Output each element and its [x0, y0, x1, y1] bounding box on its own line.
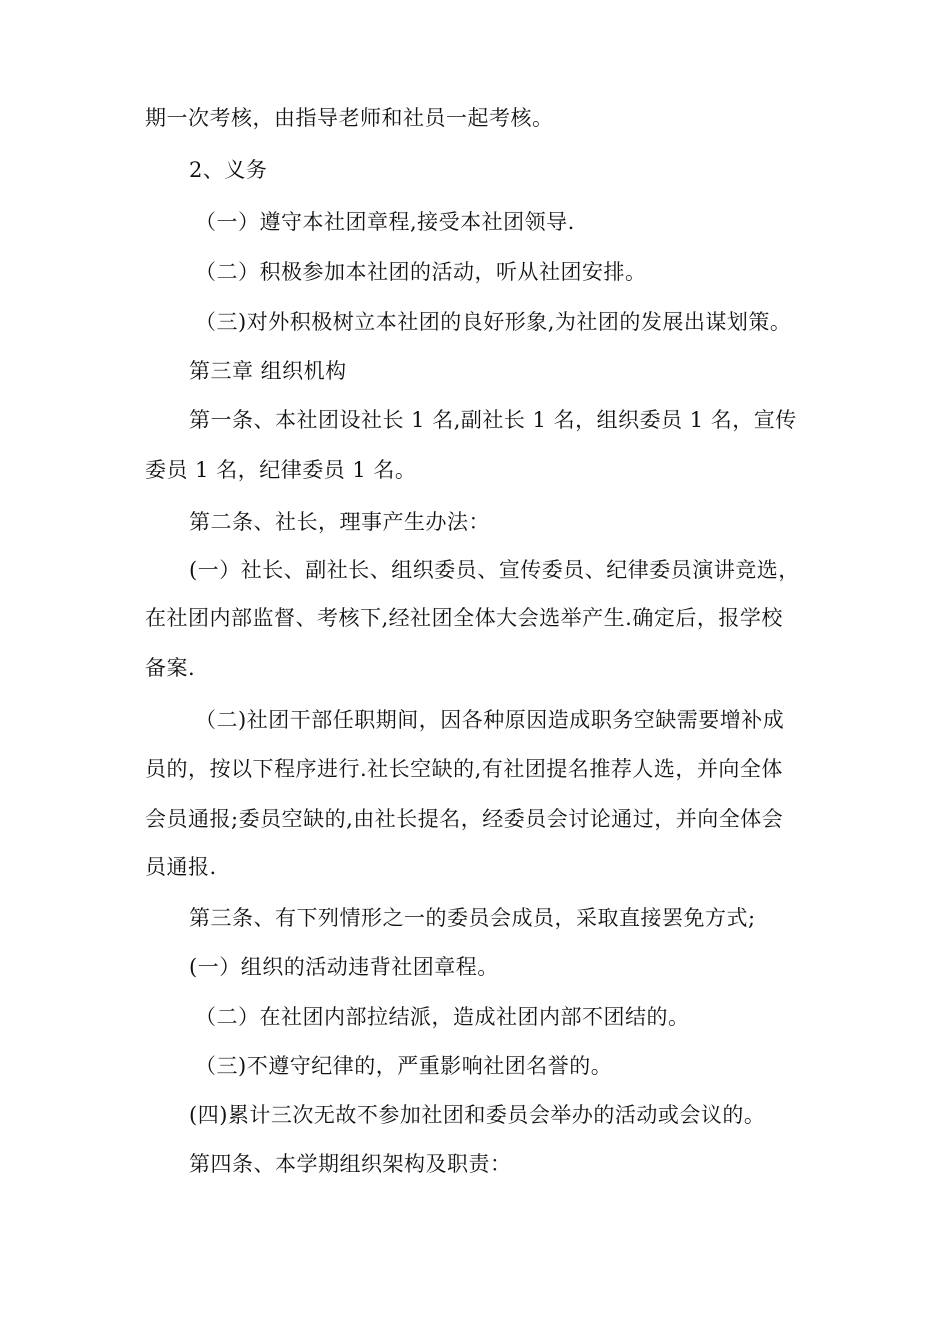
text-line: 会员通报;委员空缺的,由社长提名，经委员会讨论通过，并向全体会	[145, 807, 784, 831]
section-heading-obligations: 2、义务	[189, 158, 268, 182]
text-line: (四)累计三次无故不参加社团和委员会举办的活动或会议的。	[189, 1103, 766, 1127]
text-line: 第一条、本社团设社长 1 名,副社长 1 名，组织委员 1 名，宣传	[189, 408, 797, 432]
text-line: 员的，按以下程序进行.社长空缺的,有社团提名推荐人选，并向全体	[145, 757, 783, 781]
text-line: (一）社长、副社长、组织委员、宣传委员、纪律委员演讲竞选，	[189, 558, 800, 582]
text-line: 第四条、本学期组织架构及职责：	[189, 1152, 512, 1176]
text-line: (一）组织的活动违背社团章程。	[189, 955, 499, 979]
text-line: 第三条、有下列情形之一的委员会成员，采取直接罢免方式;	[189, 906, 756, 930]
text-line: 在社团内部监督、考核下,经社团全体大会选举产生.确定后，报学校	[145, 606, 783, 630]
text-line: 第二条、社长，理事产生办法：	[189, 510, 490, 534]
text-line: 员通报.	[145, 855, 217, 879]
text-line: 期一次考核，由指导老师和社员一起考核。	[145, 106, 554, 130]
text-line: （三)不遵守纪律的，严重影响社团名誉的。	[195, 1054, 613, 1078]
text-line: 委员 1 名，纪律委员 1 名。	[145, 458, 417, 482]
chapter-heading: 第三章 组织机构	[189, 359, 347, 383]
text-line: （二）在社团内部拉结派，造成社团内部不团结的。	[195, 1005, 690, 1029]
text-line: （二)社团干部任职期间，因各种原因造成职务空缺需要增补成	[195, 708, 785, 732]
text-line: （二）积极参加本社团的活动，听从社团安排。	[195, 260, 647, 284]
text-line: （一）遵守本社团章程,接受本社团领导.	[195, 210, 575, 234]
text-line: 备案.	[145, 656, 196, 680]
text-line: （三)对外积极树立本社团的良好形象,为社团的发展出谋划策。	[195, 310, 792, 334]
